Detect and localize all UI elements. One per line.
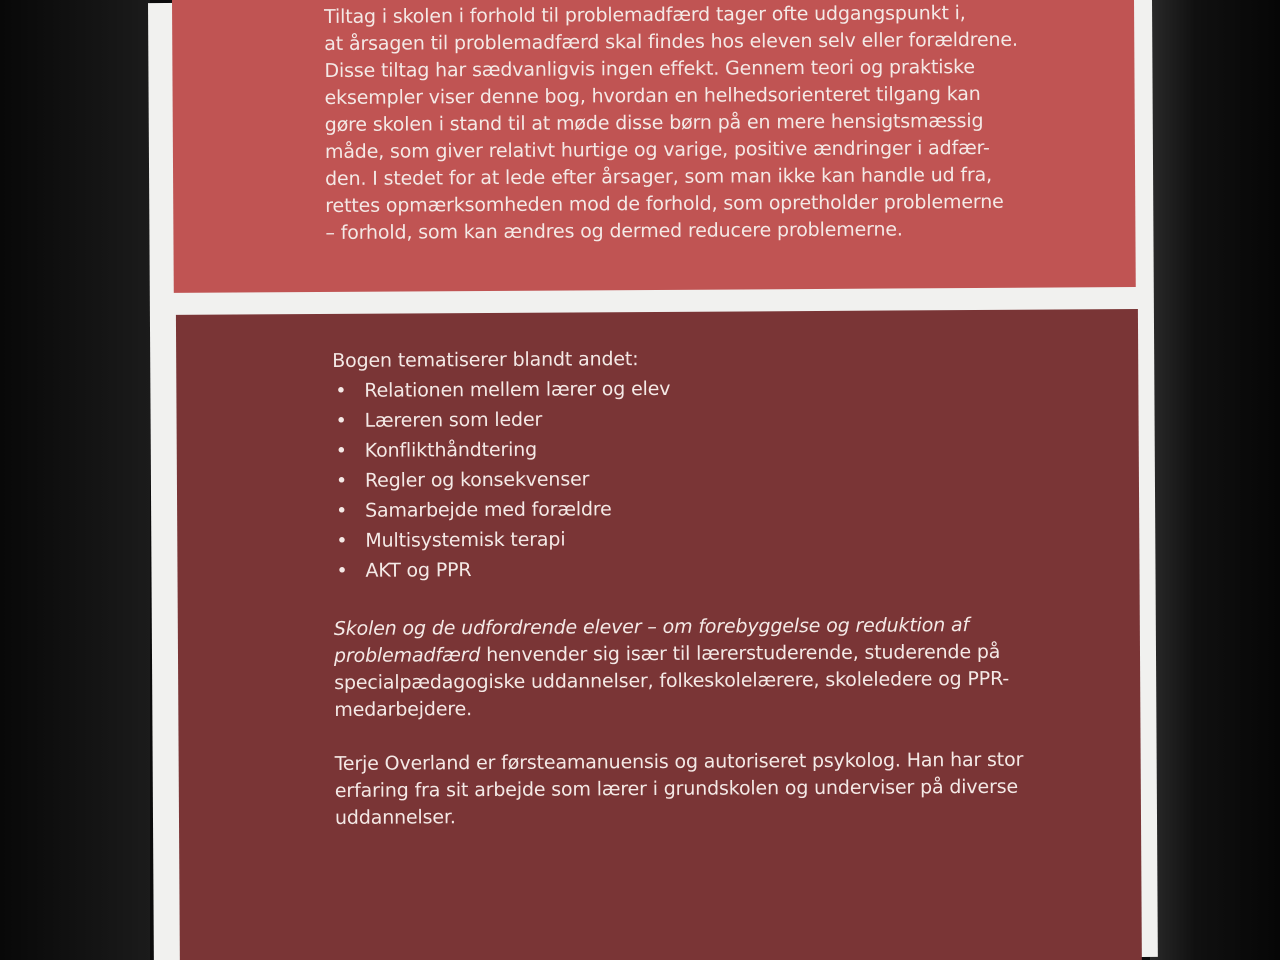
list-item [332, 371, 1138, 406]
book-back-cover [148, 0, 1158, 960]
summary-line: Disse tiltag har sædvanligvis ingen effekt. Gennem teori og praktiske [324, 56, 975, 82]
list-item-label: Konflikthåndtering [364, 438, 538, 462]
left-shadow [0, 0, 150, 960]
topics-heading: Bogen tematiserer blandt andet: [332, 348, 639, 372]
summary-line: eksempler viser denne bog, hvordan en helhedsorienteret tilgang kan [324, 82, 981, 109]
summary-line: – forhold, som kan ændres og dermed reducere problemerne. [325, 218, 903, 244]
list-item-label: Læreren som leder [364, 408, 543, 432]
bullet-icon: • [336, 499, 348, 522]
summary-line: rettes opmærksomheden mod de forhold, som opretholder problemerne [325, 190, 1004, 217]
bullet-icon: • [335, 379, 347, 402]
audience-text: henvender sig især til lærerstuderende, studerende på [480, 640, 1001, 667]
list-item [332, 401, 1138, 436]
list-item [333, 431, 1139, 466]
book-title: Skolen og de udfordrende elever – om forebyggelse og reduktion af [333, 614, 970, 640]
list-item [333, 461, 1139, 496]
summary-line: måde, som giver relativt hurtige og varige, positive ændringer i adfær- [324, 136, 990, 163]
summary-line: den. I stedet for at lede efter årsager, som man ikke kan handle ud fra, [325, 163, 993, 190]
list-item [333, 551, 1139, 586]
list-item-label: Regler og konsekvenser [364, 468, 590, 492]
list-item-label: Relationen mellem lærer og elev [364, 377, 671, 402]
details-panel [176, 309, 1142, 960]
author-line: Terje Overland er førsteamanuensis og autoriseret psykolog. Han har stor [334, 748, 1024, 775]
list-item [333, 491, 1139, 526]
author-paragraph [335, 746, 1141, 832]
list-item-label: Samarbejde med forældre [365, 498, 612, 522]
audience-line: specialpædagogiske uddannelser, folkeskolelærere, skoleledere og PPR- [334, 667, 1010, 694]
author-line: uddannelser. [334, 806, 456, 829]
audience-line: medarbejdere. [334, 698, 473, 721]
bullet-icon: • [335, 409, 347, 432]
list-item-label: AKT og PPR [365, 559, 472, 582]
bullet-icon: • [335, 469, 348, 492]
bullet-icon: • [336, 529, 348, 552]
summary-panel [172, 0, 1136, 293]
summary-line: gøre skolen i stand til at møde disse børn på en mere hensigtsmæssig [324, 109, 984, 136]
author-line: erfaring fra sit arbejde som lærer i grundskolen og underviser på diverse [334, 775, 1019, 802]
summary-line: at årsagen til problemadfærd skal findes hos eleven selv eller forældrene. [324, 28, 1018, 55]
topics-list [332, 371, 1139, 586]
right-shadow [1150, 0, 1280, 960]
audience-paragraph [334, 611, 1141, 724]
list-item-label: Multisystemisk terapi [365, 528, 566, 552]
summary-line: Tiltag i skolen i forhold til problemadfærd tager ofte udgangspunkt i, [324, 2, 966, 28]
list-item [333, 521, 1139, 556]
bullet-icon: • [336, 559, 348, 582]
book-title-end: problemadfærd [333, 644, 481, 667]
summary-text [324, 0, 1135, 247]
bullet-icon: • [335, 439, 347, 462]
